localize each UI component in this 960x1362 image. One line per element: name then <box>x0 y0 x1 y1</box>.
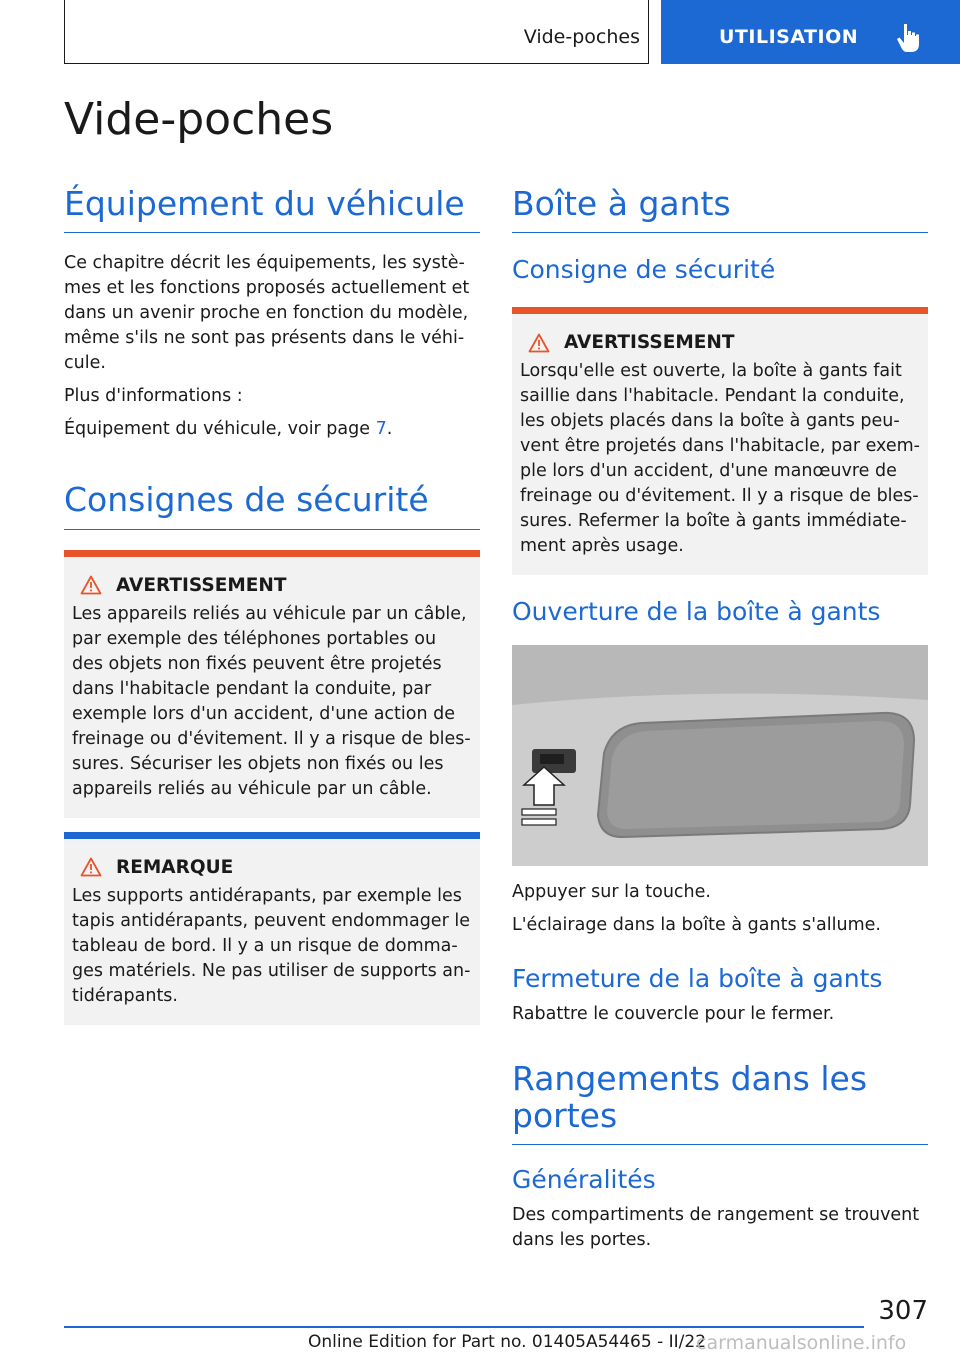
warning-triangle-icon <box>528 333 550 353</box>
door-storage-heading: Rangements dans les portes <box>512 1061 928 1145</box>
note-title: REMARQUE <box>116 856 234 878</box>
note-box <box>64 832 480 1025</box>
closing-heading: Fermeture de la boîte à gants <box>512 964 883 994</box>
more-info-label: Plus d'informations : <box>64 386 243 407</box>
page-number: 307 <box>878 1296 928 1326</box>
warning-box <box>64 550 480 818</box>
lighting-text: L'éclairage dans la boîte à gants s'allume. <box>512 915 881 936</box>
glovebox-warning-text: Lorsqu'elle est ouverte, la boîte à gants fait saillie dans l'habitacle. Pendant la conduite, les objets placés dans la boîte à gants peu-vent être projetés dans l'habitacle, par exem-ple lors d'un accident, d'une manœuvre de freinage ou d'évitement. Il y a risque de bles-sures. Refermer la boîte à gants immédiate-ment après usage. <box>520 361 920 557</box>
general-heading: Généralités <box>512 1164 656 1194</box>
closing-text: Rabattre le couvercle pour le fermer. <box>512 1004 835 1025</box>
header-chapter-label: UTILISATION <box>719 26 859 48</box>
reference-end: . <box>386 419 393 440</box>
glovebox-warning-header <box>520 332 920 353</box>
header-section-title: Vide-poches <box>523 26 640 48</box>
equipment-reference <box>64 417 480 442</box>
warning-title: AVERTISSEMENT <box>116 574 287 596</box>
opening-heading: Ouverture de la boîte à gants <box>512 597 881 627</box>
press-button-text: Appuyer sur la touche. <box>512 882 711 903</box>
glovebox-warning-title: AVERTISSEMENT <box>564 332 735 354</box>
glovebox-warning-box <box>512 307 928 575</box>
warning-text: Les appareils reliés au véhicule par un câble, par exemple des téléphones portables ou des objets non fixés peuvent être projetés dans l'habitacle pendant la conduite, par exemple lors d'un accident, d'une action de freinage ou d'évitement. Il y a risque de bles-sures. Sécuriser les objets non fixés ou les appareils reliés au véhicule par un câble. <box>72 603 471 799</box>
warning-triangle-icon <box>80 575 102 595</box>
hand-pointer-icon <box>897 22 919 52</box>
watermark: carmanualsonline.info <box>696 1332 907 1354</box>
glovebox-safety-subheading: Consigne de sécurité <box>512 255 776 285</box>
general-text: Des compartiments de rangement se trouvent dans les portes. <box>512 1204 920 1250</box>
equipment-text: Ce chapitre décrit les équipements, les systè-mes et les fonctions proposés actuellement et dans un avenir proche en fonction du modèle, même s'ils ne sont pas présents dans le véhi-cule. <box>64 253 470 374</box>
warning-header <box>72 575 472 596</box>
right-column <box>512 186 928 1253</box>
warning-triangle-icon <box>80 857 102 877</box>
reference-text: Équipement du véhicule, voir page <box>64 419 376 440</box>
header-chapter-tab[interactable] <box>661 0 960 64</box>
page-title: Vide-poches <box>64 94 334 145</box>
equipment-heading: Équipement du véhicule <box>64 186 480 233</box>
footer-rule <box>64 1326 864 1328</box>
edition-text: Online Edition for Part no. 01405A54465 - II/22 <box>308 1332 707 1352</box>
glovebox-photo <box>512 645 928 866</box>
note-text: Les supports antidérapants, par exemple les tapis antidérapants, peuvent endommager le tableau de bord. Il y a un risque de domma-ges matériels. Ne pas utiliser de supports an-tidérapants. <box>72 885 471 1006</box>
safety-heading: Consignes de sécurité <box>64 482 480 529</box>
left-column <box>64 186 480 1025</box>
glovebox-heading: Boîte à gants <box>512 186 928 233</box>
glovebox-illustration <box>512 645 928 866</box>
page-link[interactable]: 7 <box>375 419 387 440</box>
note-header <box>72 857 472 878</box>
